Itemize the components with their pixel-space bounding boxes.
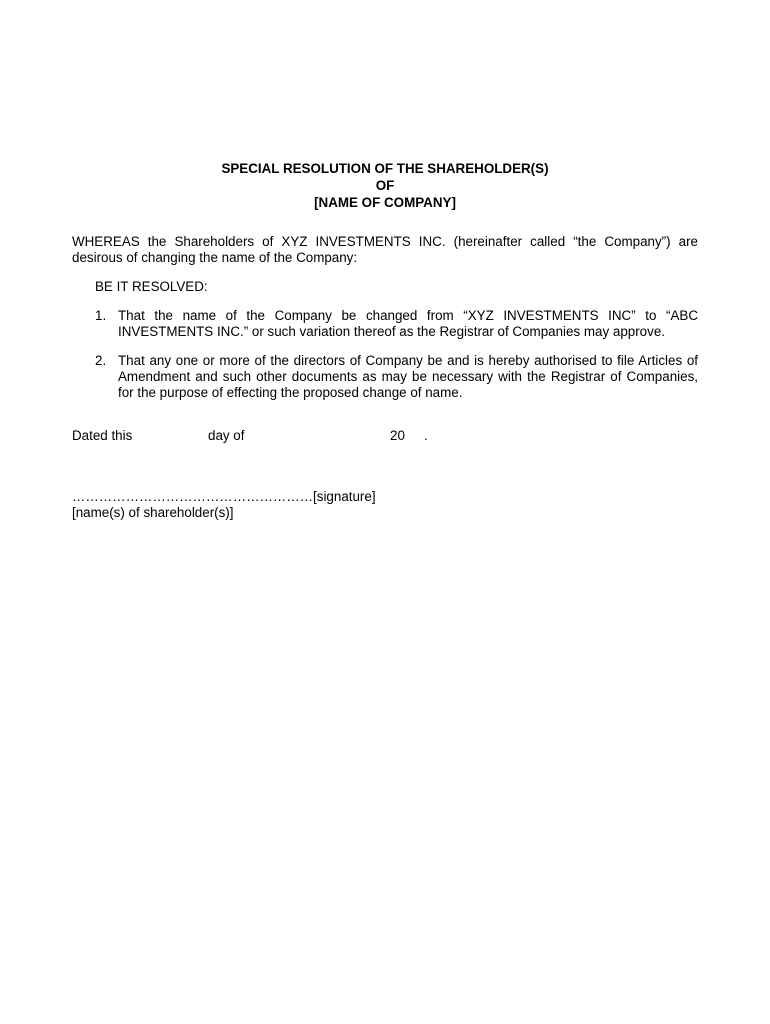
dated-line [0, 428, 770, 446]
signature-line: ………………………………………………[signature] [72, 489, 376, 504]
year-prefix: 20 [390, 428, 405, 443]
whereas-paragraph: WHEREAS the Shareholders of XYZ INVESTMENTS INC. (hereinafter called “the Company”) are desirous of changing the name of the Company: [72, 234, 698, 265]
resolution-text: That the name of the Company be changed from “XYZ INVESTMENTS INC” to “ABC INVESTMENTS INC.” or such variation thereof as the Registrar of Companies may approve. [118, 308, 698, 339]
day-of-label: day of [208, 428, 245, 443]
date-period: . [424, 428, 428, 443]
be-it-resolved-heading: BE IT RESOLVED: [95, 279, 208, 294]
resolution-number: 1. [95, 308, 107, 323]
dated-this-label: Dated this [72, 428, 133, 443]
title-line-company-name: [NAME OF COMPANY] [314, 195, 456, 210]
title-line-resolution: SPECIAL RESOLUTION OF THE SHAREHOLDER(S) [221, 161, 549, 176]
document-title [72, 160, 698, 211]
resolution-item-1 [95, 308, 698, 340]
resolution-item-2 [95, 353, 698, 401]
resolution-text: That any one or more of the directors of Company be and is hereby authorised to file Articles of Amendment and such other documents as may be necessary with the Registrar of Companies, for the purpose of effecting the proposed change of name. [118, 353, 698, 400]
title-line-of: OF [375, 178, 395, 193]
resolution-number: 2. [95, 353, 107, 368]
shareholder-names: [name(s) of shareholder(s)] [72, 505, 234, 520]
